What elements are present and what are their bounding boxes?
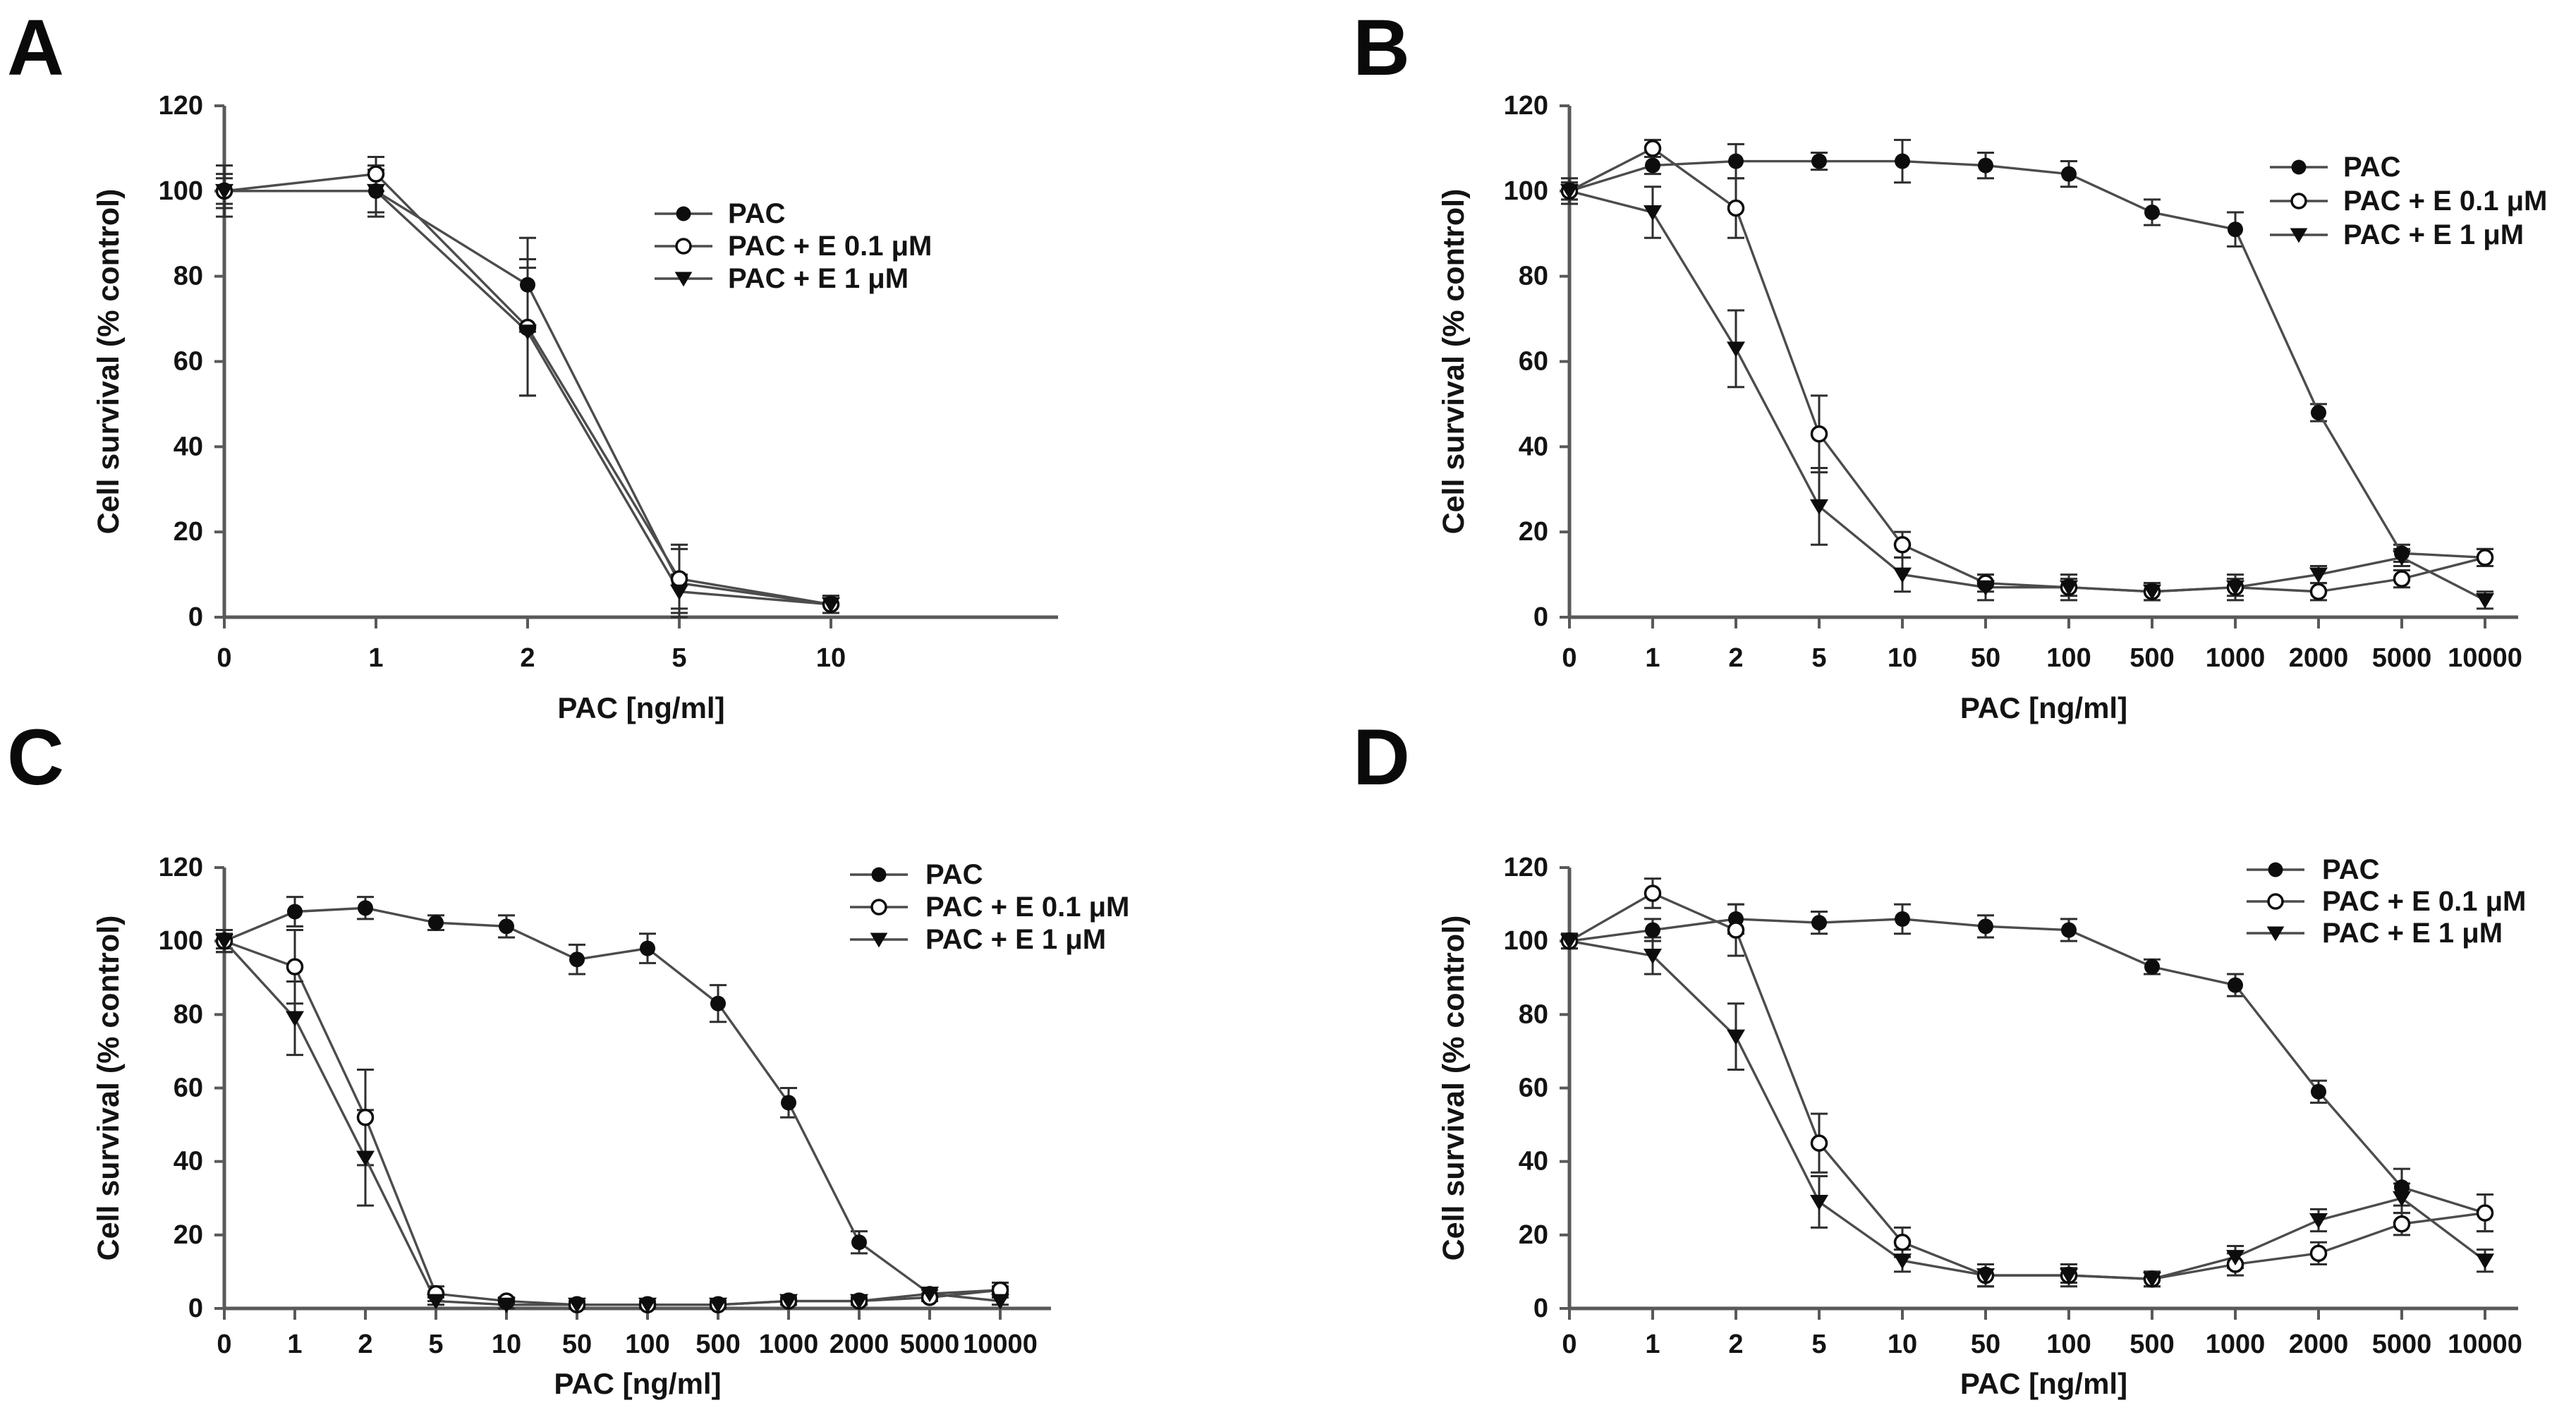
x-tick-label: 5 [672, 643, 687, 673]
x-tick-label: 5000 [899, 1330, 960, 1359]
open-circle-marker [358, 1110, 373, 1125]
y-axis-label: Cell survival (% control) [1437, 188, 1471, 535]
x-tick-label: 0 [1562, 1330, 1577, 1359]
y-tick-label: 100 [1503, 176, 1548, 206]
y-axis-label: Cell survival (% control) [92, 188, 126, 535]
panel-letter-c: C [7, 713, 66, 801]
x-tick-label: 2 [358, 1330, 373, 1359]
x-tick-label: 1000 [758, 1330, 819, 1359]
open-circle-marker [1895, 537, 1910, 552]
open-circle-marker [2311, 584, 2326, 599]
x-tick-label: 50 [561, 1330, 593, 1359]
series-filled-circle [1561, 904, 2493, 1232]
filled-circle-marker [2311, 405, 2326, 420]
axes [223, 106, 1058, 617]
open-circle-marker [1895, 1235, 1910, 1250]
legend-label: PAC [925, 859, 983, 890]
y-tick-label: 40 [1518, 432, 1548, 462]
legend-label: PAC [728, 198, 786, 229]
x-tick-label: 2000 [829, 1330, 889, 1359]
x-tick-label: 50 [1970, 643, 2001, 673]
filled-circle-marker [2061, 923, 2077, 938]
x-tick-label: 10 [491, 1330, 522, 1359]
x-tick-label: 5000 [2371, 643, 2432, 673]
triangle-down-marker [1727, 341, 1745, 357]
filled-circle-marker [2144, 205, 2160, 220]
y-tick-label: 20 [173, 1220, 203, 1250]
x-tick-label: 2 [1728, 643, 1744, 673]
legend-item-pac [2247, 854, 2379, 885]
legend-item-pac-e-0-1 [655, 231, 932, 262]
x-tick-label: 100 [2046, 1330, 2091, 1359]
filled-circle-marker [710, 996, 726, 1011]
y-tick-label: 60 [1518, 1073, 1548, 1103]
x-tick-label: 10 [1887, 1330, 1918, 1359]
y-tick-label: 40 [173, 432, 203, 462]
y-tick-label: 100 [158, 176, 203, 206]
legend-label: PAC [2343, 152, 2401, 183]
legend-label: PAC + E 0.1 μM [2343, 186, 2548, 217]
open-circle-marker [2395, 1217, 2410, 1232]
legend-item-pac [655, 198, 785, 229]
x-tick-label: 1 [368, 643, 384, 673]
x-tick-label: 1000 [2205, 643, 2266, 673]
y-tick-label: 0 [188, 1294, 203, 1323]
triangle-down-marker [2476, 1253, 2494, 1269]
x-tick-label: 100 [625, 1330, 670, 1359]
open-circle-marker [369, 166, 384, 181]
y-tick-label: 60 [173, 346, 203, 377]
triangle-down-marker [2476, 593, 2494, 609]
y-tick-label: 80 [173, 261, 203, 291]
x-axis-label: PAC [ng/ml] [557, 691, 725, 724]
x-tick-label: 10 [1887, 643, 1918, 673]
y-tick-label: 20 [1518, 1220, 1548, 1250]
y-tick-label: 0 [188, 602, 203, 632]
x-tick-label: 0 [217, 643, 232, 673]
open-circle-marker [2268, 894, 2283, 908]
legend-item-pac-e-1 [2270, 219, 2524, 250]
filled-circle-marker [569, 952, 585, 967]
open-circle-marker [1812, 427, 1827, 442]
filled-circle-marker [2292, 160, 2307, 175]
legend-item-pac-e-1 [850, 924, 1106, 955]
x-tick-label: 50 [1970, 1330, 2001, 1359]
y-tick-label: 80 [1518, 261, 1548, 291]
filled-circle-marker [1978, 158, 1993, 174]
open-circle-marker [288, 959, 303, 974]
legend-item-pac-e-0-1 [2270, 186, 2547, 217]
y-tick-label: 100 [158, 926, 203, 956]
legend-label: PAC + E 0.1 μM [728, 231, 932, 262]
series-filled-triangle-down [216, 930, 1009, 1308]
open-circle-marker [2478, 1205, 2493, 1220]
y-tick-label: 0 [1533, 602, 1548, 632]
legend-label: PAC + E 0.1 μM [2322, 886, 2527, 917]
x-tick-label: 1 [287, 1330, 303, 1359]
y-tick-label: 80 [173, 999, 203, 1030]
y-tick-label: 20 [1518, 517, 1548, 547]
x-axis-label: PAC [ng/ml] [1960, 691, 2128, 724]
y-tick-label: 60 [1518, 346, 1548, 377]
series-line [1569, 893, 2485, 1279]
x-tick-label: 1 [1645, 643, 1660, 673]
filled-circle-marker [2228, 221, 2243, 237]
y-tick-label: 80 [1518, 999, 1548, 1030]
filled-circle-marker [2311, 1084, 2326, 1100]
legend-item-pac-e-1 [2247, 918, 2503, 949]
filled-circle-marker [1895, 911, 1910, 927]
triangle-down-marker [1810, 1195, 1828, 1210]
filled-circle-marker [1811, 154, 1827, 169]
x-tick-label: 5 [1811, 1330, 1827, 1359]
legend-item-pac [850, 859, 983, 890]
x-tick-label: 0 [1562, 643, 1577, 673]
series-filled-triangle-down [1561, 934, 2493, 1287]
y-tick-label: 40 [173, 1146, 203, 1177]
filled-circle-marker [851, 1234, 867, 1250]
filled-circle-marker [2228, 978, 2243, 993]
filled-circle-marker [499, 918, 514, 934]
open-circle-marker [1646, 886, 1660, 901]
panel-letter-b: B [1353, 4, 1411, 92]
open-circle-marker [2395, 571, 2410, 586]
x-tick-label: 5000 [2371, 1330, 2432, 1359]
x-tick-label: 10000 [963, 1330, 1038, 1359]
series-line [224, 941, 1000, 1305]
filled-circle-marker [781, 1095, 796, 1110]
legend-item-pac-e-0-1 [2247, 886, 2526, 917]
filled-circle-marker [520, 277, 535, 293]
filled-circle-marker [1645, 158, 1660, 174]
filled-circle-marker [358, 900, 373, 916]
triangle-down-marker [2309, 1213, 2328, 1229]
x-axis-label: PAC [ng/ml] [1960, 1367, 2128, 1400]
legend-label: PAC + E 1 μM [728, 263, 909, 294]
legend-label: PAC + E 1 μM [2322, 918, 2503, 949]
x-tick-label: 2000 [2288, 1330, 2349, 1359]
x-tick-label: 2000 [2288, 643, 2349, 673]
series-line [224, 941, 1000, 1305]
y-axis-label: Cell survival (% control) [1437, 915, 1471, 1261]
filled-circle-marker [1728, 154, 1744, 169]
open-circle-marker [1646, 141, 1660, 156]
filled-circle-marker [287, 904, 303, 920]
filled-circle-marker [2268, 863, 2283, 877]
legend-item-pac [2270, 152, 2400, 183]
filled-circle-marker [1645, 923, 1660, 938]
x-tick-label: 500 [2130, 643, 2175, 673]
filled-circle-marker [872, 868, 887, 882]
series-line [1569, 919, 2485, 1213]
x-tick-label: 100 [2046, 643, 2091, 673]
open-circle-marker [672, 571, 687, 586]
legend-label: PAC [2322, 854, 2380, 885]
filled-circle-marker [1811, 915, 1827, 930]
series-markers-filled-circle [217, 900, 1008, 1301]
open-circle-marker [1812, 1136, 1827, 1150]
legend-label: PAC + E 0.1 μM [925, 892, 1130, 923]
panel-letter-d: D [1353, 713, 1411, 801]
x-tick-label: 0 [217, 1330, 232, 1359]
y-tick-label: 0 [1533, 1294, 1548, 1323]
x-tick-label: 5 [1811, 643, 1827, 673]
legend-label: PAC + E 1 μM [925, 924, 1107, 955]
legend-item-pac-e-0-1 [850, 892, 1129, 923]
panel-D [1437, 853, 2526, 1400]
y-tick-label: 20 [173, 517, 203, 547]
legend [655, 198, 932, 294]
series-markers-filled-circle [1562, 911, 2493, 1221]
filled-circle-marker [428, 915, 444, 930]
x-tick-label: 10 [815, 643, 846, 673]
triangle-down-marker [286, 1011, 304, 1027]
legend [850, 859, 1129, 955]
x-tick-label: 2 [520, 643, 535, 673]
filled-circle-marker [2144, 959, 2160, 975]
series-markers-open-circle [217, 934, 1008, 1313]
legend [2270, 152, 2547, 250]
x-tick-label: 10000 [2448, 643, 2522, 673]
x-tick-label: 1 [1645, 1330, 1660, 1359]
y-axis-label: Cell survival (% control) [92, 915, 126, 1261]
filled-circle-marker [2061, 166, 2077, 182]
x-tick-label: 1000 [2205, 1330, 2266, 1359]
triangle-down-marker [356, 1150, 375, 1166]
series-open-circle [216, 930, 1009, 1308]
triangle-down-marker [1727, 1030, 1745, 1045]
y-tick-label: 120 [1503, 91, 1548, 121]
panel-B [1437, 91, 2547, 724]
panel-C [92, 853, 1129, 1400]
open-circle-marker [1729, 923, 1744, 937]
legend-item-pac-e-1 [655, 263, 909, 294]
y-tick-label: 60 [173, 1073, 203, 1103]
x-axis-label: PAC [ng/ml] [554, 1367, 722, 1400]
series-line [224, 908, 1000, 1294]
series-markers-filled-triangle-down [215, 934, 1009, 1313]
open-circle-marker [872, 900, 886, 914]
panel-letter-a: A [7, 4, 66, 92]
legend-label: PAC + E 1 μM [2343, 219, 2525, 250]
series-line [1569, 191, 2485, 600]
x-tick-label: 2 [1728, 1330, 1744, 1359]
open-circle-marker [2292, 194, 2306, 208]
y-tick-label: 120 [158, 853, 203, 882]
open-circle-marker [1729, 201, 1744, 216]
y-tick-label: 100 [1503, 926, 1548, 956]
y-tick-label: 120 [1503, 853, 1548, 882]
series-markers-filled-triangle-down [1560, 934, 2494, 1287]
series-line [1569, 941, 2485, 1279]
legend [2247, 854, 2526, 949]
y-tick-label: 40 [1518, 1146, 1548, 1177]
open-circle-marker [2478, 550, 2493, 565]
open-circle-marker [676, 239, 691, 253]
x-tick-label: 10000 [2448, 1330, 2522, 1359]
x-tick-label: 5 [428, 1330, 444, 1359]
filled-circle-marker [1895, 154, 1910, 169]
filled-circle-marker [640, 941, 655, 956]
filled-circle-marker [1978, 918, 1993, 934]
open-circle-marker [2311, 1246, 2326, 1260]
triangle-down-marker [1644, 205, 1662, 221]
x-tick-label: 500 [695, 1330, 741, 1359]
panel-A [92, 91, 1058, 724]
y-tick-label: 120 [158, 91, 203, 121]
x-tick-label: 500 [2130, 1330, 2175, 1359]
filled-circle-marker [676, 207, 691, 221]
